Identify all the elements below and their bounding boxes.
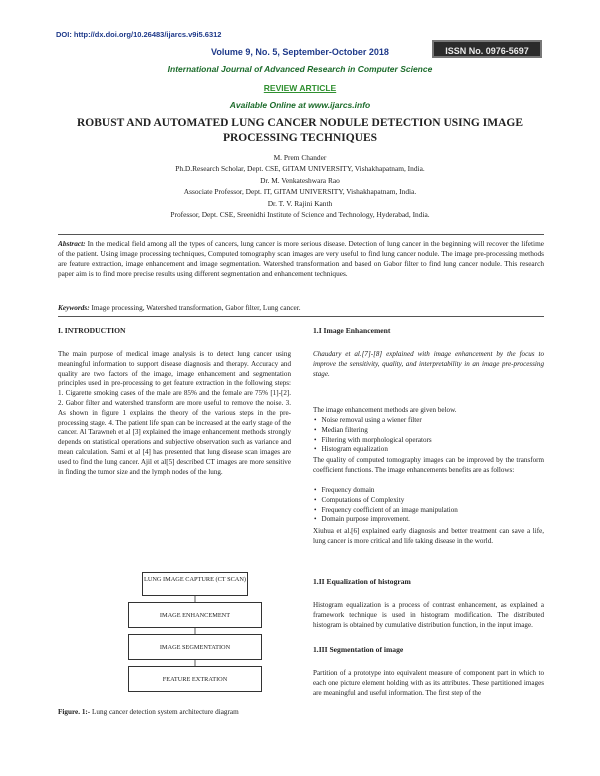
figure-box-segmentation: IMAGE SEGMENTATION xyxy=(128,634,262,660)
abstract-label: Abstract: xyxy=(58,239,86,248)
list-item: • Computations of Complexity xyxy=(322,496,547,506)
author-name: Dr. T. V. Rajini Kanth xyxy=(267,198,333,208)
article-type: REVIEW ARTICLE xyxy=(263,83,337,93)
enhancement-text: Chaudary et al.[7]-[8] explained with image enhancement by the focus to improve the sensitivity, quality, and interpretability in an image pre-processing stage. xyxy=(313,350,544,378)
paper-title: ROBUST AND AUTOMATED LUNG CANCER NODULE DETECTION USING IMAGE PROCESSING TECHNIQUES xyxy=(76,117,523,144)
quality-paragraph: The quality of computed tomography images can be improved by the transform coefficient functions. The image enhancements benefits are as follows: xyxy=(313,456,544,474)
section-heading-segmentation: 1.III Segmentation of image xyxy=(313,645,404,654)
author-affiliation: Ph.D.Research Scholar, Dept. CSE, GITAM UNIVERSITY, Vishakhapatnam, India. xyxy=(175,164,425,174)
list-item: • Noise removal using a wiener filter xyxy=(322,416,547,426)
figure-box-feature-extraction: FEATURE EXTRATION xyxy=(128,666,262,692)
figure-caption-label: Figure. 1:- xyxy=(58,708,91,716)
figure-caption xyxy=(58,708,239,716)
list-item: • Frequency domain xyxy=(322,486,547,496)
section-heading-image-enhancement: 1.I Image Enhancement xyxy=(313,326,391,335)
figure-caption-text: Lung cancer detection system architecture diagram xyxy=(92,708,239,716)
list-item: • Domain purpose improvement. xyxy=(322,515,547,525)
doi-link[interactable]: DOI: http://dx.doi.org/10.26483/ijarcs.v9i5.6312 xyxy=(56,30,222,39)
author-affiliation: Professor, Dept. CSE, Sreenidhi Institute of Science and Technology, Hyderabad, India. xyxy=(170,210,430,220)
list-item: • Filtering with morphological operators xyxy=(322,436,547,446)
list-item: • Median filtering xyxy=(322,426,547,436)
architecture-figure xyxy=(120,566,270,704)
abstract xyxy=(58,239,544,279)
section-heading-histogram: 1.II Equalization of histogram xyxy=(313,577,411,586)
keywords-text: Image processing, Watershed transformation, Gabor filter, Lung cancer. xyxy=(91,303,301,312)
section-heading-introduction: I. INTRODUCTION xyxy=(58,326,126,335)
volume-info: Volume 9, No. 5, September-October 2018 xyxy=(211,47,389,57)
xiuhua-text: Xiuhua et al.[6] explained early diagnosis and better treatment can save a life, lung cancer is more critical and life taking disease in the world. xyxy=(313,527,544,545)
issn-badge: ISSN No. 0976-5697 xyxy=(432,40,542,58)
journal-name: International Journal of Advanced Research in Computer Science xyxy=(167,64,433,74)
benefits-list xyxy=(313,486,547,525)
enhancement-paragraph xyxy=(313,350,544,379)
list-item: • Histogram equalization xyxy=(322,445,547,455)
keywords xyxy=(58,303,544,313)
histogram-paragraph: Histogram equalization is a process of contrast enhancement, as explained a framework technique is used in histogram modification. The distributed histogram is obtained by cumulative distribution function, in the input image. xyxy=(313,601,544,629)
figure-box-enhancement: IMAGE ENHANCEMENT xyxy=(128,602,262,628)
keywords-bottom-rule xyxy=(58,316,544,317)
availability-link[interactable]: Available Online at www.ijarcs.info xyxy=(229,100,371,110)
keywords-label: Keywords: xyxy=(58,303,90,312)
author-block xyxy=(60,152,540,220)
author-name: Dr. M. Venkateshwara Rao xyxy=(260,175,340,185)
methods-list xyxy=(313,416,547,455)
introduction-paragraph: The main purpose of medical image analysis is to detect lung cancer using meaningful information to support disease diagnosis and therapy. Accuracy and quality are two factors of the image, image enhancement and segmentation principles used in pre-processing to get feature extraction in the following steps: 1. Cigarette smoking cases of the male are 85% and the female are 75% [1]-[2]. 2. Gabor filter and watershed transform are more useful to remove the noise. 3. As shown in figure 1 explains the theory of the various steps in the pre- processing stage. 4. The patient life span can be increased at the early stage of the cancer. Al Tarawneh et al [3] explained the image enhancement methods strongly depends on statistical operations and subjective observation such as variance and mean calculation. Sami et al [4] has presented that lung disease scan images are used to find the lung cancer. Ajil et al[5] described CT images are more sensitive in finding the tumor size and the lymph nodes of the lung. xyxy=(58,350,291,476)
methods-intro: The image enhancement methods are given below. xyxy=(313,406,457,414)
segmentation-paragraph: Partition of a prototype into equivalent measure of component part in which to each one picture element holding with as its attributes. These partitioned images are meaningful and useful information. The first step of the xyxy=(313,669,544,697)
author-affiliation: Associate Professor, Dept. IT, GITAM UNIVERSITY, Vishakhapatnam, India. xyxy=(183,187,417,197)
figure-box-capture: LUNG IMAGE CAPTURE (CT SCAN) xyxy=(142,572,248,596)
xiuhua-paragraph xyxy=(313,527,544,547)
author-name: M. Prem Chander xyxy=(273,153,327,162)
abstract-text: In the medical field among all the types of cancers, lung cancer is more serious disease. Detection of lung cancer in the beginning will recover the lifetime of the patient. Using image processing techniques, Computed tomography scan images are very useful to find lung cancer nodule. The image pre-processing methods are feature extraction, image enhancement and image segmentation. Watershed transformation and based on Gabor filter to find lung cancer nodule. This research paper aim is to find more precise results using different segmentation and enhancement techniques. xyxy=(58,239,544,278)
abstract-top-rule xyxy=(58,234,544,235)
list-item: • Frequency coefficient of an image manipulation xyxy=(322,506,547,516)
